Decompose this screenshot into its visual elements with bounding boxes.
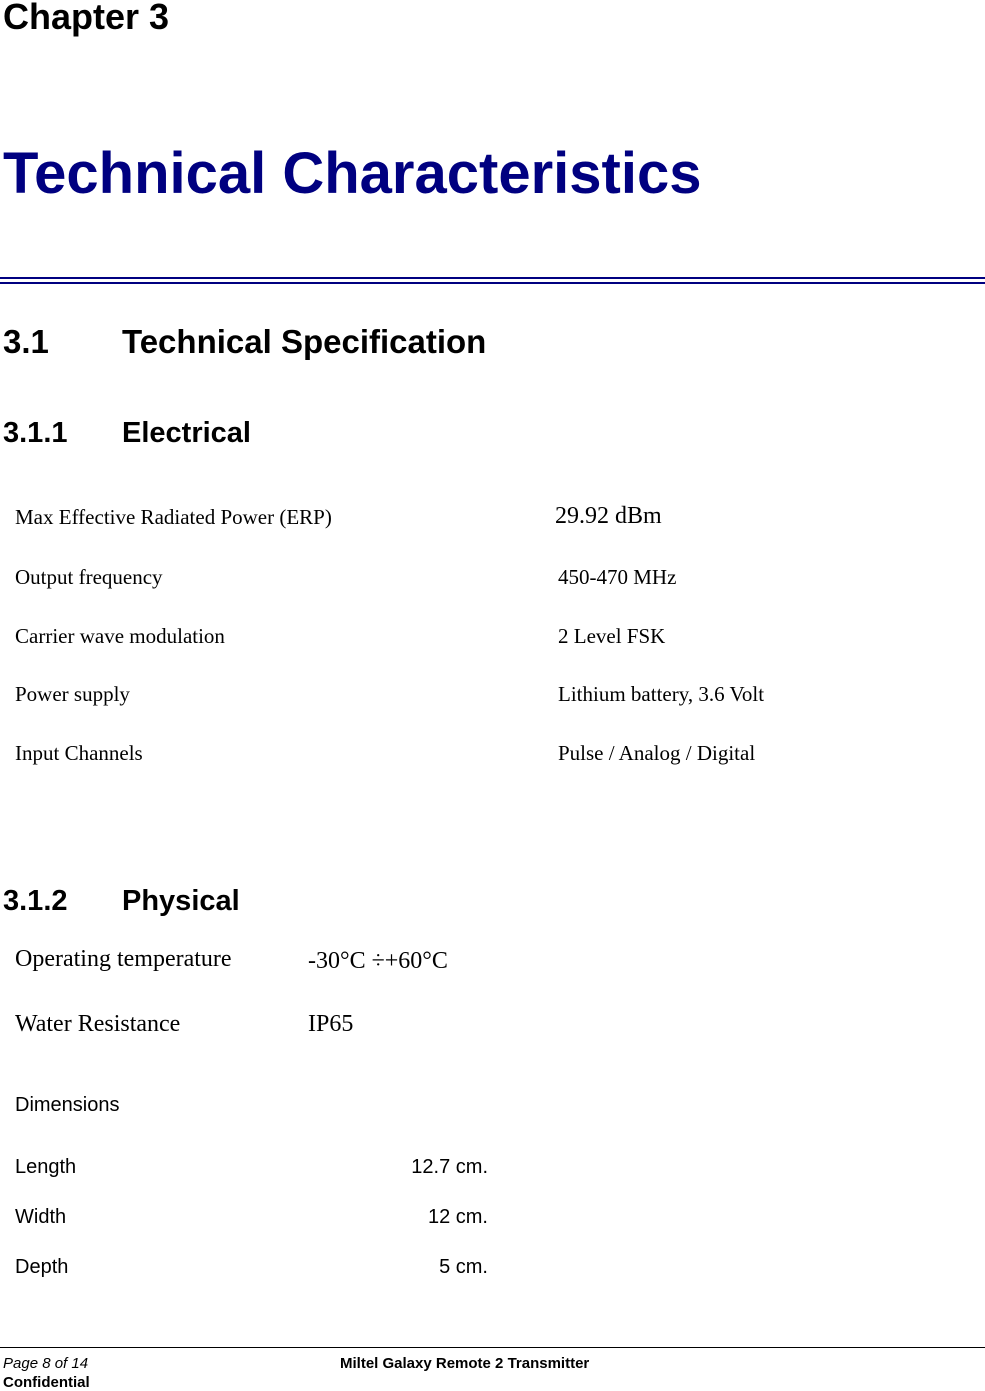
subsection-electrical-title: Electrical [122, 417, 251, 449]
dimension-label-depth: Depth [15, 1256, 69, 1278]
spec-value-power-supply: Lithium battery, 3.6 Volt [558, 682, 765, 706]
dimension-label-length: Length [15, 1156, 77, 1178]
spec-label-temperature: Operating temperature [15, 946, 232, 972]
page-title: Technical Characteristics [3, 141, 702, 206]
dimension-value-length: 12.7 cm. [411, 1156, 488, 1178]
subsection-physical-title: Physical [122, 885, 240, 917]
footer-product-name: Miltel Galaxy Remote 2 Transmitter [340, 1355, 590, 1372]
footer-rule [0, 1347, 985, 1348]
dimensions-heading: Dimensions [15, 1094, 120, 1116]
spec-label-water-resistance: Water Resistance [15, 1011, 181, 1037]
chapter-heading: Chapter 3 [3, 0, 170, 37]
spec-label-input-channels: Input Channels [15, 741, 143, 765]
footer-classification: Confidential [3, 1374, 90, 1391]
spec-value-frequency: 450-470 MHz [558, 565, 677, 589]
spec-label-erp: Max Effective Radiated Power (ERP) [15, 505, 332, 529]
spec-value-erp: 29.92 dBm [555, 503, 662, 529]
footer-page-number: Page 8 of 14 [3, 1355, 89, 1372]
spec-label-frequency: Output frequency [15, 565, 163, 589]
title-rule-bottom [0, 282, 985, 284]
spec-value-temperature: -30°C ÷+60°C [308, 948, 448, 974]
spec-label-modulation: Carrier wave modulation [15, 624, 225, 648]
dimension-value-depth: 5 cm. [439, 1256, 488, 1278]
subsection-electrical-number: 3.1.1 [3, 417, 68, 449]
dimension-value-width: 12 cm. [427, 1206, 488, 1228]
spec-value-input-channels: Pulse / Analog / Digital [558, 741, 756, 765]
title-rule-top [0, 277, 985, 279]
spec-label-power-supply: Power supply [15, 682, 130, 706]
section-title: Technical Specification [122, 323, 487, 360]
section-number: 3.1 [3, 323, 49, 360]
spec-value-water-resistance: IP65 [308, 1011, 354, 1037]
spec-value-modulation: 2 Level FSK [558, 624, 666, 648]
subsection-physical-number: 3.1.2 [3, 885, 68, 917]
dimension-label-width: Width [15, 1206, 67, 1228]
